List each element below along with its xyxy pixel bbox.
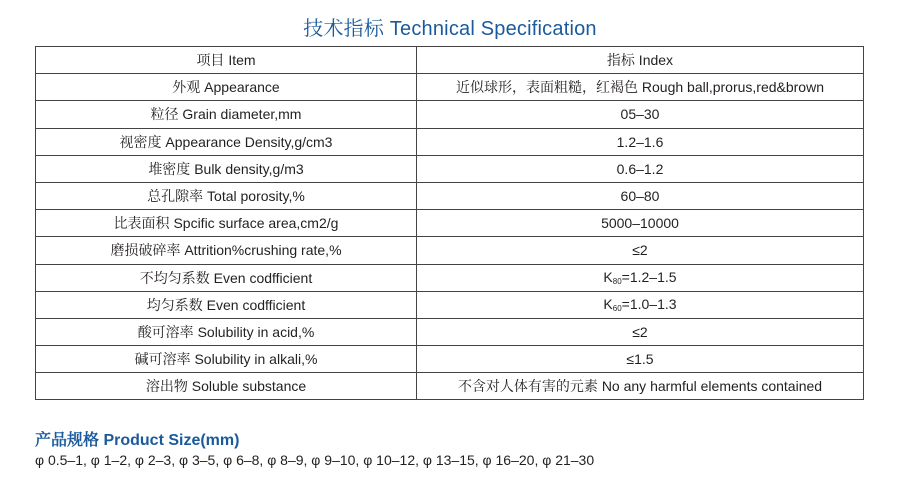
- table-row: [36, 291, 864, 318]
- k-subscript: 80: [612, 277, 622, 287]
- k-range: =1.2–1.5: [621, 269, 677, 286]
- row-value: [417, 291, 864, 318]
- table-row: [36, 210, 864, 237]
- row-value: 0.6–1.2: [417, 155, 864, 182]
- row-value: 1.2–1.6: [417, 128, 864, 155]
- row-item: 均匀系数 Even codfficient: [36, 291, 417, 318]
- row-value: ≤2: [417, 237, 864, 264]
- row-value: ≤2: [417, 318, 864, 345]
- table-row: [36, 182, 864, 209]
- row-value: 不含对人体有害的元素 No any harmful elements contained: [417, 373, 864, 400]
- row-item: 总孔隙率 Total porosity,%: [36, 182, 417, 209]
- table-row: [36, 155, 864, 182]
- product-size-heading: 产品规格 Product Size(mm): [35, 432, 240, 449]
- table-row: [36, 74, 864, 101]
- table-row: [36, 264, 864, 291]
- product-size-list: φ 0.5–1, φ 1–2, φ 2–3, φ 3–5, φ 6–8, φ 8–9, φ 9–10, φ 10–12, φ 13–15, φ 16–20, φ 21–30: [35, 452, 595, 468]
- row-item: 溶出物 Soluble substance: [36, 373, 417, 400]
- row-item: 酸可溶率 Solubility in acid,%: [36, 318, 417, 345]
- k-subscript: 60: [612, 304, 622, 314]
- k-symbol: K: [603, 296, 613, 313]
- row-value: 05–30: [417, 101, 864, 128]
- row-item: 视密度 Appearance Density,g/cm3: [36, 128, 417, 155]
- row-item: 磨损破碎率 Attrition%crushing rate,%: [36, 237, 417, 264]
- row-item: 比表面积 Spcific surface area,cm2/g: [36, 210, 417, 237]
- table-row: [36, 318, 864, 345]
- row-value: ≤1.5: [417, 346, 864, 373]
- table-row: [36, 101, 864, 128]
- table-header-row: [36, 47, 864, 74]
- spec-table: [35, 46, 864, 400]
- row-item: 不均匀系数 Even codfficient: [36, 264, 417, 291]
- row-item: 堆密度 Bulk density,g/m3: [36, 155, 417, 182]
- row-value: [417, 264, 864, 291]
- k-range: =1.0–1.3: [621, 296, 677, 313]
- row-value: 5000–10000: [417, 210, 864, 237]
- k-symbol: K: [603, 269, 613, 286]
- row-value: 60–80: [417, 182, 864, 209]
- row-value: 近似球形，表面粗糙，红褐色 Rough ball,prorus,red&brown: [417, 74, 864, 101]
- header-item: 项目 Item: [36, 47, 417, 74]
- row-item: 外观 Appearance: [36, 74, 417, 101]
- table-row: [36, 373, 864, 400]
- table-row: [36, 128, 864, 155]
- table-row: [36, 237, 864, 264]
- page-title: 技术指标 Technical Specification: [303, 18, 597, 40]
- header-index: 指标 Index: [417, 47, 864, 74]
- row-item: 碱可溶率 Solubility in alkali,%: [36, 346, 417, 373]
- row-item: 粒径 Grain diameter,mm: [36, 101, 417, 128]
- table-row: [36, 346, 864, 373]
